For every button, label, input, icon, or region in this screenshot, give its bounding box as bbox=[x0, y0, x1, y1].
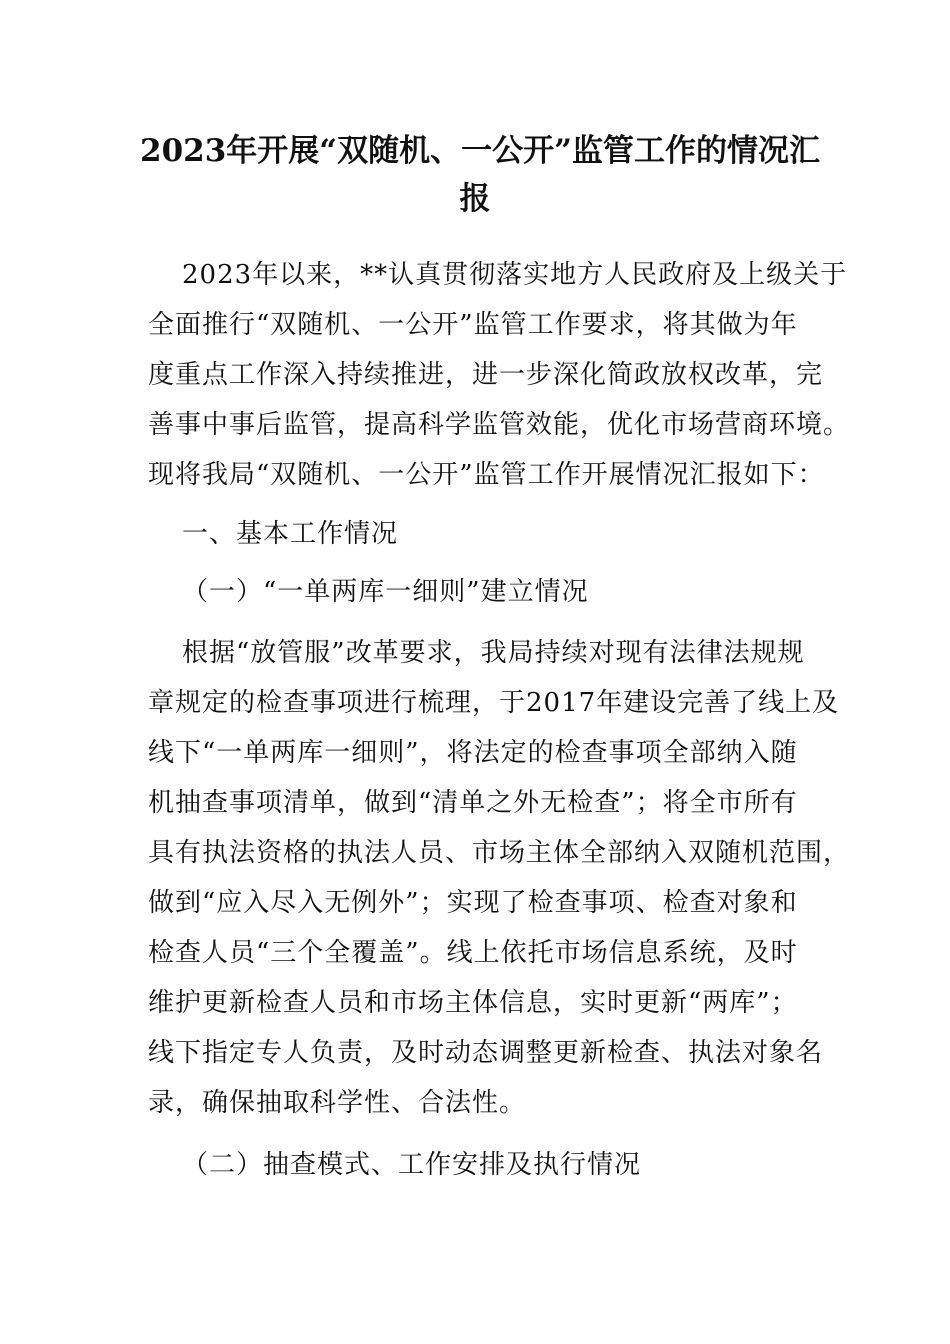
intro-paragraph-line-5: 现将我局“双随机、一公开”监管工作开展情况汇报如下： bbox=[148, 460, 825, 490]
subsection-heading-1: （一）“一单两库一细则”建立情况 bbox=[182, 577, 589, 607]
body-paragraph-line-3: 线下“一单两库一细则”，将法定的检查事项全部纳入随 bbox=[148, 738, 798, 768]
body-paragraph-line-7: 检查人员“三个全覆盖”。线上依托市场信息系统，及时 bbox=[148, 938, 798, 968]
intro-paragraph-line-1: 2023年以来，**认真贯彻落实地方人民政府及上级关于 bbox=[182, 260, 848, 290]
body-paragraph-line-9: 线下指定专人负责，及时动态调整更新检查、执法对象名 bbox=[148, 1038, 824, 1068]
subsection-heading-2: （二）抽查模式、工作安排及执行情况 bbox=[182, 1150, 642, 1180]
body-paragraph-line-4: 机抽查事项清单，做到“清单之外无检查”；将全市所有 bbox=[148, 788, 798, 818]
body-paragraph-line-2: 章规定的检查事项进行梳理，于2017年建设完善了线上及 bbox=[148, 688, 840, 718]
body-paragraph-line-10: 录，确保抽取科学性、合法性。 bbox=[148, 1088, 527, 1118]
body-paragraph-line-5: 具有执法资格的执法人员、市场主体全部纳入双随机范围， bbox=[148, 838, 851, 868]
body-paragraph-line-8: 维护更新检查人员和市场主体信息，实时更新“两库”； bbox=[148, 988, 798, 1018]
intro-paragraph-line-3: 度重点工作深入持续推进，进一步深化简政放权改革，完 bbox=[148, 360, 824, 390]
body-paragraph-line-6: 做到“应入尽入无例外”；实现了检查事项、检查对象和 bbox=[148, 888, 798, 918]
body-paragraph-line-1: 根据“放管服”改革要求，我局持续对现有法律法规规 bbox=[182, 638, 805, 668]
document-title-line-2: 报 bbox=[459, 181, 491, 217]
intro-paragraph-line-2: 全面推行“双随机、一公开”监管工作要求，将其做为年 bbox=[148, 310, 798, 340]
section-heading-basic-situation: 一、基本工作情况 bbox=[182, 519, 399, 549]
intro-paragraph-line-4: 善事中事后监管，提高科学监管效能，优化市场营商环境。 bbox=[148, 410, 851, 440]
document-title-line-1: 2023年开展“双随机、一公开”监管工作的情况汇 bbox=[140, 133, 820, 169]
